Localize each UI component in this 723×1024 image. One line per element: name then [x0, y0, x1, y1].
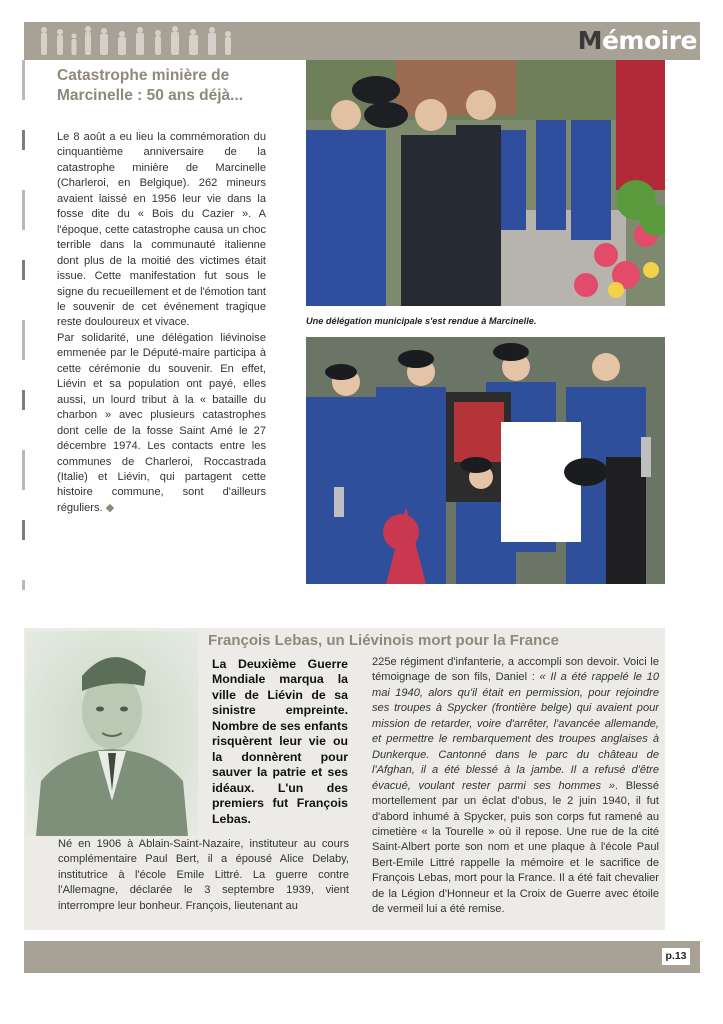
article1-paragraph2: Par solidarité, une délégation liévinoise emmenée par le Député-maire participa à cette cérémonie du souvenir. En effet, Liévin et sa population ont payé, elles aussi, un lourd tribut à la « bataille du charbon » avec plusieurs catastrophes dont celle de la fosse Saint Amé le 27 décembre 1974. Les contacts entre les communes de Charleroi, Roccastrada (Italie) et Liévin, qui partagent cette histoire commune, sont d'ailleurs réguliers. [57, 331, 266, 514]
end-mark-icon: ◆ [105, 501, 115, 514]
portrait-francois-lebas [26, 631, 198, 836]
footer-band [24, 941, 700, 973]
section-title-rest: émoire [601, 26, 697, 55]
article1-body [57, 130, 266, 516]
silhouettes-illustration [30, 22, 240, 60]
margin-decoration [22, 60, 25, 590]
article2-column2-end: . Blessé mortellement par un éclat d'obus, le 2 juin 1940, il fut d'abord inhumé à Spycker, puis son corps fut ramené au cimetière « la Tourelle » où il repose. Une rue de la cité Saint-Albert porte son nom et une plaque à l'école Paul Bert-Emile Littré rappelle la mémoire et le sacrifice de François Lebas, mort pour la France. Il a été fait chevalier de la Légion d'Honneur et la Croix de Guerre avec étoile de vermeil lui a été remise. [372, 779, 659, 916]
page-number: p.13 [662, 948, 690, 965]
article2-column2 [372, 655, 659, 918]
article1-paragraph1: Le 8 août a eu lieu la commémoration du cinquantième anniversaire de la catastrophe minière de Marcinelle (Charleroi, en Belgique). 262 mineurs avaient laissé en 1956 leur vie dans la fosse dite du « Bois du Cazier ». A l'époque, cette catastrophe causa un choc terrible dans la communauté italienne dont plus de la moitié des victimes était issue. Cette manifestation fut sous le signe du recueillement et de l'émotion tant le souvenir de cet événement tragique reste douloureux et vivace. [57, 131, 266, 329]
photo-caption: Une délégation municipale s'est rendue à Marcinelle. [306, 316, 537, 326]
section-title [578, 26, 697, 55]
article2-column2-intro: 225e régiment d'infanterie, a accompli son devoir. Voici le témoignage de son fils, Daniel : [372, 656, 659, 684]
section-title-initial: M [577, 26, 602, 55]
article1-title: Catastrophe minière de Marcinelle : 50 ans déjà... [57, 67, 244, 104]
article2-lead: La Deuxième Guerre Mondiale marqua la ville de Liévin de sa sinistre empreinte. Nombre de ses enfants risquèrent leur vie ou la donnèrent pour sauver la patrie et ses idéaux. L'un des premiers fut François Lebas. [212, 657, 348, 826]
photo-miners [306, 337, 665, 584]
photo-delegation [306, 60, 665, 306]
article2-column1: Né en 1906 à Ablain-Saint-Nazaire, instituteur au cours complémentaire Paul Bert, il a épousé Alice Delaby, institutrice à l'école Emile Littré. La guerre contre l'Allemagne, déclarée le 3 septembre 1939, vient interrompre leur bonheur. François, lieutenant au [58, 838, 349, 912]
article2-title: François Lebas, un Liévinois mort pour la France [208, 632, 559, 649]
article2-quote: « Il a été rappelé le 10 mai 1940, alors qu'il était en permission, pour rejoindre ses troupes à Spycker (frontière belge) qui avaient pour mission de retarder, voire d'arrêter, l'avancée allemande, et permettre le rembarquement des troupes anglaises à Dunkerque. Cantonné dans le parc du château de l'Afghan, il a été blessé à la jambe. Il a refusé d'être évacué, voulant rester parmi ses hommes » [372, 671, 659, 792]
